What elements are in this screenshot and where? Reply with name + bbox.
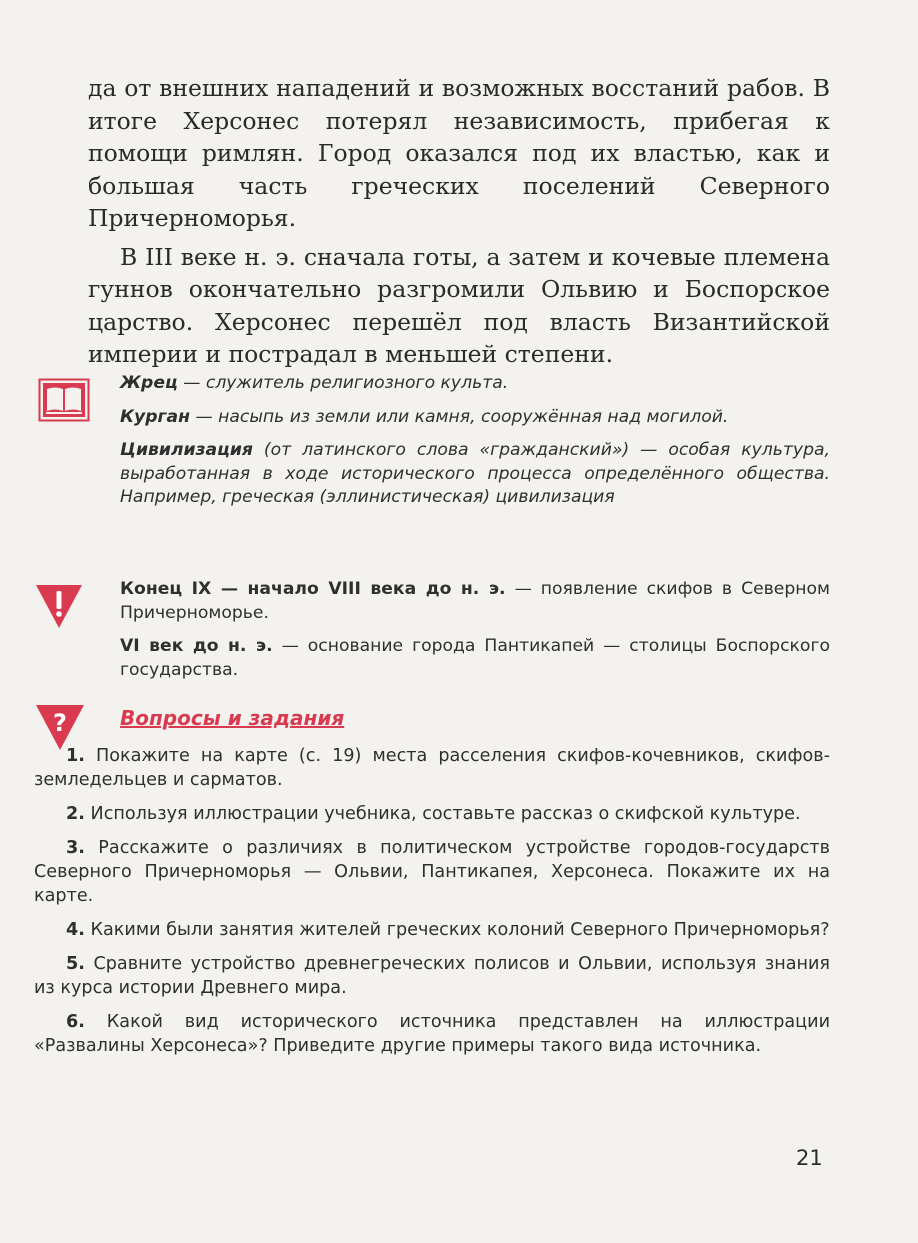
page-number: 21	[796, 1146, 823, 1170]
dictionary-entry	[120, 372, 830, 396]
exclamation-icon	[34, 582, 84, 630]
date-entry	[120, 578, 830, 625]
question-text: Покажите на карте (с. 19) места расселения скифов-кочевников, скифов-земледельцев и сарматов.	[34, 746, 830, 790]
dictionary-term: Цивилизация	[120, 440, 253, 460]
date-label: VI век до н. э.	[120, 636, 273, 656]
date-label: Конец IX — начало VIII века до н. э.	[120, 579, 506, 599]
main-paragraph-1: да от внешних нападений и возможных восстаний рабов. В итоге Херсонес потерял независимость, прибегая к помощи римлян. Город оказался под их властью, как и большая часть греческих поселений Северного Причерноморья.	[88, 74, 830, 232]
dictionary-entry	[120, 406, 830, 430]
question-number: 4.	[66, 920, 85, 940]
date-event: — появление скифов в Северном Причерноморье.	[120, 579, 830, 623]
dictionary-term: Курган	[120, 406, 191, 427]
question-item	[34, 744, 830, 792]
book-icon	[38, 378, 90, 422]
main-text	[88, 72, 830, 377]
question-number: 2.	[66, 804, 85, 824]
dictionary-definition: — служитель религиозного культа.	[177, 373, 509, 393]
svg-text:?: ?	[53, 709, 67, 737]
question-number: 5.	[66, 954, 85, 974]
question-text: Какой вид исторического источника представлен на иллюстрации «Развалины Херсонеса»? Приведите другие примеры такого вида источника.	[34, 1012, 830, 1056]
date-entry	[120, 635, 830, 682]
dates-block	[120, 578, 830, 692]
main-paragraph-2: В III веке н. э. сначала готы, а затем и кочевые племена гуннов окончательно разгромили Ольвию и Боспорское царство. Херсонес перешёл под власть Византийской империи и пострадал в меньшей степени.	[88, 242, 830, 368]
question-text: Используя иллюстрации учебника, составьте рассказ о скифской культуре.	[84, 804, 801, 824]
dictionary-definition: — насыпь из земли или камня, сооружённая над могилой.	[190, 406, 729, 427]
question-item	[34, 802, 830, 826]
question-item	[34, 1010, 830, 1058]
question-text: Какими были занятия жителей греческих колоний Северного Причерноморья?	[84, 920, 830, 940]
dictionary-block	[120, 372, 830, 520]
question-number: 6.	[66, 1012, 85, 1032]
dictionary-definition: (от латинского слова «гражданский») — особая культура, выработанная в ходе исторического процесса определённого общества. Например, греческая (эллинистическая) цивилизация	[120, 440, 830, 507]
question-item	[34, 836, 830, 908]
questions-title: Вопросы и задания	[120, 706, 345, 730]
question-item	[34, 952, 830, 1000]
question-number: 3.	[66, 838, 85, 858]
dictionary-term: Жрец	[120, 373, 178, 393]
date-event: — основание города Пантикапей — столицы Боспорского государства.	[120, 636, 830, 680]
question-number: 1.	[66, 746, 85, 766]
question-text: Сравните устройство древнегреческих полисов и Ольвии, используя знания из курса истории Древнего мира.	[34, 954, 830, 998]
questions-list	[34, 744, 830, 1068]
dictionary-entry	[120, 439, 830, 510]
question-item	[34, 918, 830, 942]
question-text: Расскажите о различиях в политическом устройстве городов-государств Северного Причерноморья — Ольвии, Пантикапея, Херсонеса. Покажите их на карте.	[34, 838, 830, 906]
